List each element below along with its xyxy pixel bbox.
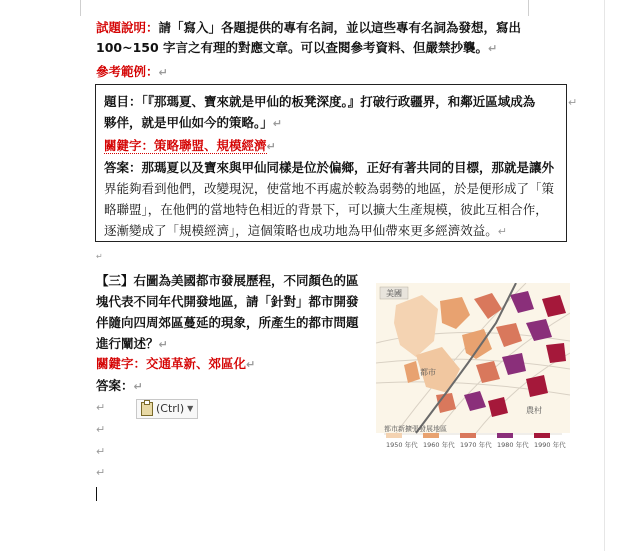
example-title (104, 91, 556, 134)
instructions-text-1: 請「寫入」各題提供的專有名詞，並以這些專有名詞為發想，寫出 (158, 20, 522, 35)
example-keywords (104, 135, 556, 157)
example-answer-line-4: 逐漸變成了「規模經濟」，這個策略也成功地為甲仙帶來更多經濟效益。 (104, 223, 498, 238)
paragraph-mark: ↵ (497, 225, 507, 238)
paragraph-mark: ↵ (272, 117, 282, 130)
example-heading[interactable] (96, 62, 536, 83)
example-keywords-text: 關鍵字：策略聯盟、規模經濟 (104, 138, 267, 153)
paragraph-mark: ↵ (158, 338, 168, 351)
legend-year-label: 1990 年代 (534, 441, 566, 449)
map-legend-graphic (384, 431, 570, 451)
legend-swatch (423, 433, 439, 438)
answer-label: 答案： (96, 378, 134, 393)
paragraph-mark: ↵ (246, 358, 256, 371)
instructions-text-2: 100~150 字言之有理的對應文章。可以查閱參考資料、但嚴禁抄襲。 (96, 40, 489, 55)
legend-year-label: 1970 年代 (460, 441, 492, 449)
legend-swatch (497, 433, 513, 438)
empty-line-4[interactable]: ↵ (96, 466, 106, 479)
paste-options-label: (Ctrl) (156, 402, 185, 415)
clipboard-icon (141, 402, 153, 416)
legend-year-label: 1980 年代 (497, 441, 529, 449)
legend-swatch (460, 433, 476, 438)
paragraph-mark-outside: ↵ (568, 96, 578, 109)
instructions-label: 試題說明： (96, 20, 159, 35)
legend-year-label: 1960 年代 (423, 441, 455, 449)
paragraph-mark: ↵ (266, 140, 276, 153)
map-legend (384, 431, 570, 451)
example-box[interactable] (95, 84, 567, 242)
empty-line-3[interactable]: ↵ (96, 445, 106, 458)
legend-swatch (534, 433, 550, 438)
example-title-line-2: 夥伴，就是甲仙如今的策略。」 (104, 115, 273, 130)
map-legend-title: 都市新擴張發展地區 (384, 425, 447, 433)
example-title-line-1: 題目：「『那瑪夏、寶來就是甲仙的板凳深度。』打破行政疆界，和鄰近區域成為 (104, 94, 536, 109)
page-edge-right (604, 0, 605, 551)
map-city-label: 都市 (420, 368, 436, 377)
paragraph-mark-empty: ↵ (96, 252, 103, 261)
answer-heading[interactable] (96, 376, 376, 397)
question-three[interactable] (96, 270, 376, 355)
margin-mark-left (80, 0, 81, 16)
chevron-down-icon: ▼ (187, 404, 194, 413)
question-three-line-4: 進行闡述？ (96, 336, 159, 351)
map-rural-label: 農村 (526, 406, 542, 415)
paragraph-mark: ↵ (488, 42, 498, 55)
empty-line-1[interactable]: ↵ (96, 401, 106, 414)
paragraph-mark: ↵ (133, 380, 143, 393)
us-city-development-map[interactable] (376, 283, 570, 451)
question-three-keywords[interactable] (96, 354, 376, 375)
instructions-paragraph[interactable] (96, 18, 536, 59)
paste-options-button[interactable] (136, 399, 198, 419)
example-answer-line-1: 答案：那瑪夏以及寶來與甲仙同樣是位於偏鄉，正好有著共同的目標，那就是讓外 (104, 160, 555, 175)
paragraph-mark: ↵ (158, 66, 168, 79)
question-three-line-3: 伴隨向四周郊區蔓延的現象，所產生的都市問題 (96, 315, 359, 330)
legend-swatch (386, 433, 402, 438)
text-cursor (96, 487, 97, 501)
example-answer-line-2: 界能夠看到他們，改變現況，使當地不再處於較為弱勢的地區，於是便形成了「策 (104, 181, 555, 196)
question-three-line-2: 塊代表不同年代開發地區，請「針對」都市開發 (96, 294, 359, 309)
example-label: 參考範例： (96, 64, 159, 79)
map-country-label: 美國 (386, 289, 402, 298)
legend-year-label: 1950 年代 (386, 441, 418, 449)
question-three-keywords-text: 關鍵字：交通革新、郊區化 (96, 356, 247, 371)
margin-mark-right (528, 0, 529, 16)
empty-line-2[interactable]: ↵ (96, 423, 106, 436)
map-graphic (376, 283, 570, 451)
example-answer-line-3: 略聯盟」，在他們的當地特色相近的背景下，可以擴大生產規模，彼此互相合作， (104, 202, 548, 217)
question-three-line-1: 【三】右圖為美國都市發展歷程，不同顏色的區 (96, 273, 359, 288)
example-answer (104, 157, 556, 242)
